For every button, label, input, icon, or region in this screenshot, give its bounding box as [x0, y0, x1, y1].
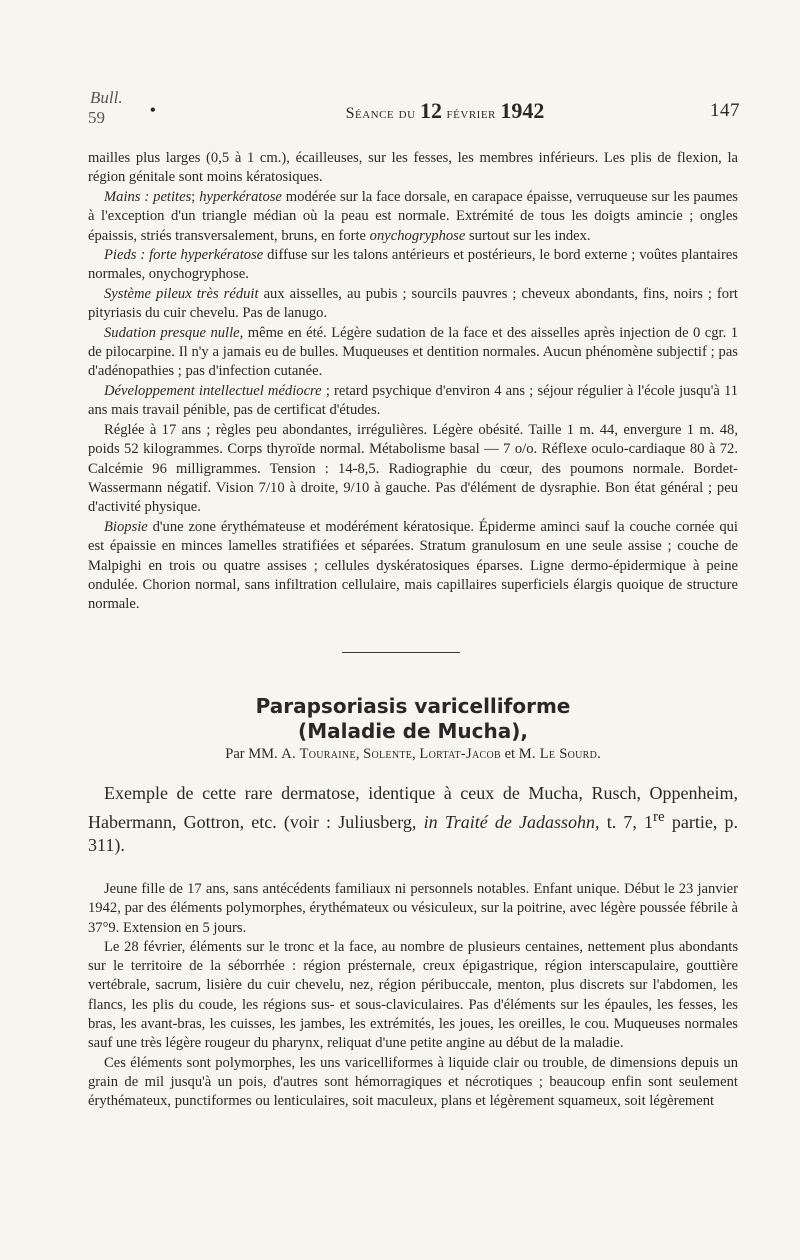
article-authors — [88, 746, 738, 763]
header-title-part: février — [442, 105, 501, 122]
article-subtitle: (Maladie de Mucha), — [298, 719, 528, 743]
paragraph-feet — [88, 246, 738, 285]
paragraph: Jeune fille de 17 ans, sans antécédents familiaux ni personnels notables. Enfant unique. Début le 23 janvier 1942, par des éléments polymorphes, érythémateux ou vésiculeux, sur la poitrine, avec légère poussée fébrile à 37°9. Extension en 5 jours. — [88, 881, 738, 936]
paragraph: mailles plus larges (0,5 à 1 cm.), écailleuses, sur les fesses, les membres inférieurs. Les plis de flexion, la région génitale sont moins kératosiques. — [88, 150, 738, 186]
text: aux aisselles, au pubis ; sourcils pauvres ; cheveux abondants, fins, noirs ; fort pityriasis du cuir chevelu. Pas de lanugo. — [88, 285, 738, 322]
header-day: 12 — [420, 98, 443, 123]
author-name: M. Le Sourd — [518, 746, 598, 762]
superscript: re — [653, 808, 665, 825]
text: surtout sur les index. — [465, 227, 591, 244]
header-bullet: • — [150, 102, 157, 119]
text: . — [597, 746, 601, 762]
paragraph: Ces éléments sont polymorphes, les uns varicelliformes à liquide clair ou trouble, de dimensions depuis un grain de mil jusqu'à un pois, d'autres sont hémorragiques et nécrotiques ; beaucoup enfin sont seulement érythémateux, punctiformes ou lenticulaires, soit maculeux, plans et légèrement squameux, soit légèrement — [88, 1054, 738, 1110]
text: t. 7, 1 — [599, 811, 654, 832]
article-body — [88, 880, 738, 1112]
text: ; retard psychique d'environ 4 ans ; séjour régulier à l'école jusqu'à 11 ans mais travail pénible, pas de certificat d'études. — [88, 382, 739, 419]
text: ; — [191, 188, 200, 205]
paragraph: Le 28 février, éléments sur le tronc et la face, au nombre de plusieurs centaines, nettement plus abondants sur le territoire de la séborrhée : région présternale, creux épigastrique, région interscapulaire, gouttière vertébrale, sacrum, lisière du cuir chevelu, nez, région péribuccale, menton, plus discrets sur l'abdomen, les flancs, les plis du coude, les régions sus- et sous-claviculaires. Pas d'éléments sur les épaules, les fesses, les bras, les avant-bras, les cuisses, les jambes, les extrémités, les joues, les oreilles, le cou. Muqueuses normales sauf une très légère rougeur du pharynx, reliquat d'une petite angine au début de la maladie. — [88, 938, 738, 1052]
paragraph-exam: Réglée à 17 ans ; règles peu abondantes, irrégulières. Légère obésité. Taille 1 m. 44, envergure 1 m. 48, poids 52 kilogrammes. Corps thyroïde normal. Métabolisme basal — 7 o/o. Réflexe oculo-cardiaque 80 à 72. Calcémie 96 milligrammes. Tension : 14-8,5. Radiographie du cœur, des poumons normale. Bordet-Wassermann négatif. Vision 7/10 à droite, 9/10 à gauche. Pas d'élément de dysraphie. Bon état général ; peu d'activité physique. — [88, 421, 738, 516]
text: Exemple de cette rare dermatose, identique à ceux de Mucha, Rusch, Oppenheim, Habermann, Gottron, etc. (voir : Juliusberg, — [88, 783, 738, 832]
header-title-part: Séance du — [345, 105, 421, 122]
text: , — [355, 746, 364, 762]
page-number: 147 — [710, 100, 740, 121]
italic-text: Mains : — [104, 188, 154, 205]
text: d'une zone érythémateuse et modérément kératosique. Épiderme aminci sauf la couche cornée qui est épaissie en minces lamelles stratifiées et séparées. Stratum granulosum en une seule assise ; couche de Malpighi en trois ou quatre assises ; cellules dyskératosiques éparses. Ligne dermo-épidermique à peine ondulée. Chorion normal, sans infiltration cellulaire, mais capillaires superficiels élargis quoique de structure normale. — [88, 518, 738, 613]
italic-text: Biopsie — [104, 518, 148, 535]
paragraph-biopsy — [88, 518, 738, 615]
article-intro — [88, 782, 738, 858]
italic-text: in Traité de Jadassohn, — [423, 811, 600, 832]
header-year: 1942 — [500, 98, 545, 123]
case-report-continued — [88, 149, 738, 615]
italic-text: Sudation presque nulle, — [104, 324, 244, 341]
italic-text: Développement intellectuel médiocre — [104, 382, 322, 399]
text: diffuse sur les talons antérieurs et postérieurs, le bord externe ; voûtes plantaires normales, onychogryphose. — [88, 247, 738, 283]
paragraph-development — [88, 382, 738, 421]
margin-number: 59 — [88, 108, 105, 127]
paragraph-hands — [88, 188, 738, 246]
text: partie, p. 311). — [88, 811, 738, 855]
text: Par MM. — [225, 746, 282, 762]
italic-text: Système pileux très réduit — [104, 285, 259, 302]
section-divider — [342, 652, 460, 653]
author-name: A. Touraine — [281, 746, 356, 762]
italic-text: onychogryphose — [369, 227, 466, 244]
article-title: Parapsoriasis varicelliforme — [255, 694, 571, 718]
paragraph-sweat — [88, 324, 738, 382]
text: et — [500, 746, 519, 762]
italic-text: hyperkératose — [199, 188, 282, 205]
paragraph-hair — [88, 285, 738, 324]
margin-annotation: Bull. — [90, 88, 123, 107]
text: , — [412, 746, 420, 762]
italic-text: petites — [153, 188, 192, 205]
text: modérée sur la face dorsale, en carapace épaisse, verruqueuse sur les paumes à l'exception d'un triangle médian où la peau est normale. Extrémité de tous les doigts amincie ; ongles épaissis, striés transversalement, bruns, en forte — [88, 188, 738, 244]
header-title — [150, 98, 740, 124]
text: même en été. Légère sudation de la face et des aisselles après injection de 0 cgr. 1 de pilocarpine. Il n'y a jamais eu de bulles. Muqueuses et dentition normales. Aucun phénomène subjectif ; pas d'adénopathies ; pas d'infection cutanée. — [88, 324, 738, 380]
author-name: Lortat-Jacob — [419, 746, 501, 762]
italic-text: Pieds : forte hyperkératose — [104, 247, 264, 264]
author-name: Solente — [363, 746, 413, 762]
